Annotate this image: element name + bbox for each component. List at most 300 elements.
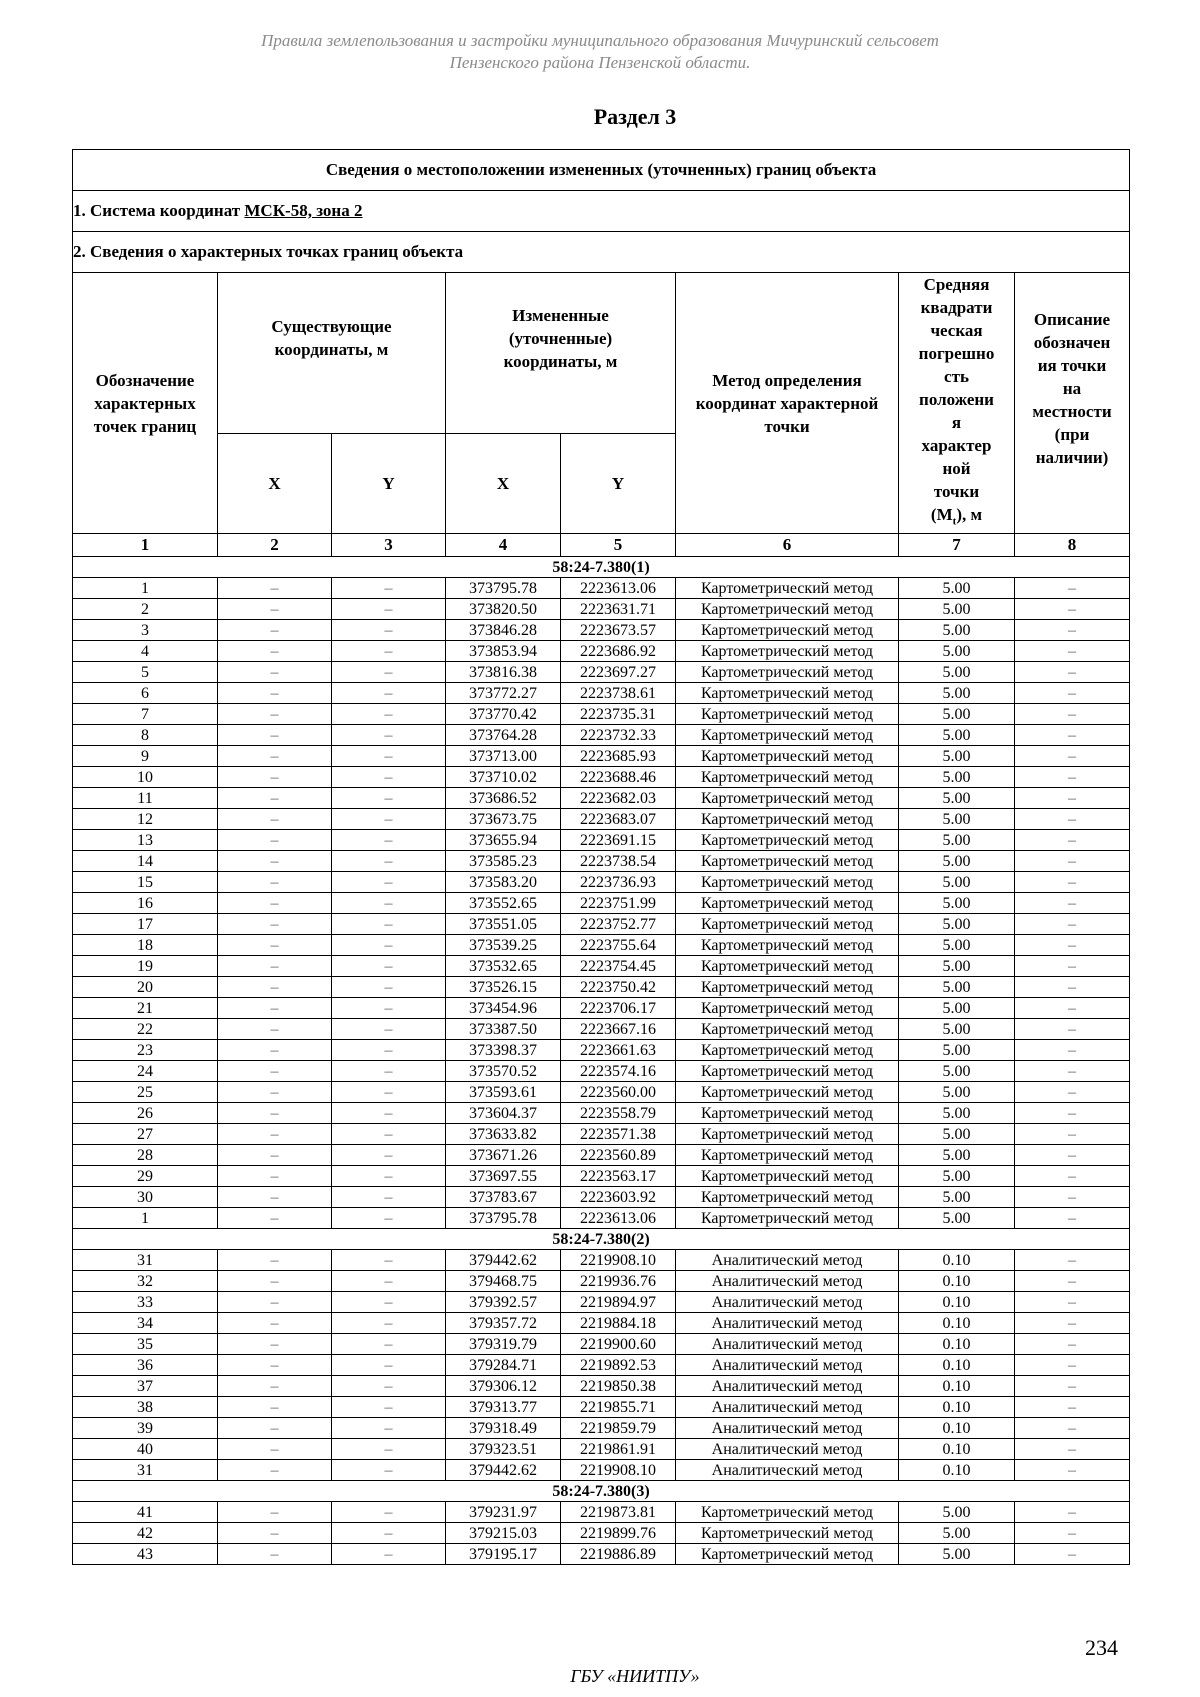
- error-cell: 5.00: [899, 977, 1015, 998]
- existing-y-cell: –: [332, 662, 446, 683]
- existing-y-cell: –: [332, 1145, 446, 1166]
- description-cell: –: [1015, 1145, 1130, 1166]
- error-cell: 5.00: [899, 872, 1015, 893]
- point-number-cell: 17: [73, 914, 218, 935]
- existing-x-cell: –: [218, 893, 332, 914]
- method-cell: Картометрический метод: [676, 872, 899, 893]
- section-title: Раздел 3: [593, 104, 677, 129]
- method-cell: Картометрический метод: [676, 1166, 899, 1187]
- method-cell: Картометрический метод: [676, 956, 899, 977]
- col-changed-coords-header: Измененные (уточненные) координаты, м: [446, 273, 676, 434]
- point-number-cell: 43: [73, 1544, 218, 1565]
- existing-y-cell: –: [332, 1460, 446, 1481]
- error-cell: 5.00: [899, 704, 1015, 725]
- existing-y-cell: –: [332, 1439, 446, 1460]
- point-number-cell: 9: [73, 746, 218, 767]
- description-cell: –: [1015, 1040, 1130, 1061]
- changed-y-cell: 2219894.97: [561, 1292, 676, 1313]
- method-cell: Картометрический метод: [676, 998, 899, 1019]
- description-cell: –: [1015, 1523, 1130, 1544]
- header-text-line: наличии): [1035, 447, 1109, 467]
- error-cell: 5.00: [899, 830, 1015, 851]
- changed-y-cell: 2223673.57: [561, 620, 676, 641]
- existing-y-cell: –: [332, 1166, 446, 1187]
- changed-x-cell: 379215.03: [446, 1523, 561, 1544]
- document-footer: ГБУ «НИИТПУ»: [570, 1666, 700, 1686]
- header-text-line: я: [951, 413, 962, 432]
- changed-y-cell: 2219892.53: [561, 1355, 676, 1376]
- changed-y-cell: 2223603.92: [561, 1187, 676, 1208]
- existing-y-cell: –: [332, 809, 446, 830]
- point-number-cell: 15: [73, 872, 218, 893]
- table-row: [73, 977, 1130, 998]
- changed-x-cell: 373532.65: [446, 956, 561, 977]
- table-row: [73, 914, 1130, 935]
- existing-y-cell: –: [332, 683, 446, 704]
- table-row: [73, 935, 1130, 956]
- error-cell: 0.10: [899, 1355, 1015, 1376]
- error-cell: 5.00: [899, 683, 1015, 704]
- table-row: [73, 1208, 1130, 1229]
- description-cell: –: [1015, 1292, 1130, 1313]
- changed-y-cell: 2223558.79: [561, 1103, 676, 1124]
- col-existing-y-header: Y: [332, 434, 446, 534]
- point-number-cell: 23: [73, 1040, 218, 1061]
- existing-y-cell: –: [332, 1124, 446, 1145]
- existing-y-cell: –: [332, 1544, 446, 1565]
- changed-y-cell: 2223736.93: [561, 872, 676, 893]
- method-cell: Картометрический метод: [676, 746, 899, 767]
- table-row: [73, 788, 1130, 809]
- method-cell: Картометрический метод: [676, 683, 899, 704]
- method-cell: Картометрический метод: [676, 620, 899, 641]
- existing-y-cell: –: [332, 851, 446, 872]
- error-cell: 0.10: [899, 1334, 1015, 1355]
- point-number-cell: 7: [73, 704, 218, 725]
- point-number-cell: 8: [73, 725, 218, 746]
- changed-x-cell: 373795.78: [446, 1208, 561, 1229]
- table-row: [73, 1145, 1130, 1166]
- point-number-cell: 5: [73, 662, 218, 683]
- table-row: [73, 1271, 1130, 1292]
- existing-y-cell: –: [332, 1250, 446, 1271]
- existing-y-cell: –: [332, 1355, 446, 1376]
- header-text-line: ческая: [930, 321, 983, 340]
- table-row: [73, 1544, 1130, 1565]
- error-cell: 5.00: [899, 956, 1015, 977]
- page-number: 234: [1085, 1635, 1118, 1660]
- method-cell: Аналитический метод: [676, 1250, 899, 1271]
- method-cell: Аналитический метод: [676, 1271, 899, 1292]
- point-number-cell: 6: [73, 683, 218, 704]
- description-cell: –: [1015, 683, 1130, 704]
- description-cell: –: [1015, 1544, 1130, 1565]
- description-cell: –: [1015, 1103, 1130, 1124]
- existing-x-cell: –: [218, 1313, 332, 1334]
- description-cell: –: [1015, 767, 1130, 788]
- table-row: [73, 830, 1130, 851]
- existing-y-cell: –: [332, 998, 446, 1019]
- points-table-body: [73, 557, 1130, 1565]
- description-cell: –: [1015, 914, 1130, 935]
- col-existing-x-header: X: [218, 434, 332, 534]
- existing-y-cell: –: [332, 1082, 446, 1103]
- description-cell: –: [1015, 1124, 1130, 1145]
- error-cell: 5.00: [899, 746, 1015, 767]
- error-cell: 5.00: [899, 620, 1015, 641]
- description-cell: –: [1015, 1061, 1130, 1082]
- error-cell: 5.00: [899, 851, 1015, 872]
- description-cell: –: [1015, 893, 1130, 914]
- point-number-cell: 11: [73, 788, 218, 809]
- changed-x-cell: 373846.28: [446, 620, 561, 641]
- table-row: [73, 1376, 1130, 1397]
- method-cell: Картометрический метод: [676, 1523, 899, 1544]
- existing-x-cell: –: [218, 809, 332, 830]
- error-cell: 0.10: [899, 1439, 1015, 1460]
- point-number-cell: 3: [73, 620, 218, 641]
- description-cell: –: [1015, 1082, 1130, 1103]
- changed-y-cell: 2219900.60: [561, 1334, 676, 1355]
- existing-x-cell: –: [218, 683, 332, 704]
- existing-y-cell: –: [332, 1376, 446, 1397]
- point-number-cell: 42: [73, 1523, 218, 1544]
- point-number-cell: 12: [73, 809, 218, 830]
- changed-x-cell: 373604.37: [446, 1103, 561, 1124]
- error-cell: 0.10: [899, 1313, 1015, 1334]
- changed-y-cell: 2223563.17: [561, 1166, 676, 1187]
- changed-x-cell: 373853.94: [446, 641, 561, 662]
- header-text-line: квадрати: [920, 298, 993, 317]
- table-row: [73, 662, 1130, 683]
- existing-x-cell: –: [218, 1124, 332, 1145]
- description-cell: –: [1015, 830, 1130, 851]
- changed-x-cell: 373671.26: [446, 1145, 561, 1166]
- table-row: [73, 1334, 1130, 1355]
- header-text-line: обозначен: [1033, 332, 1111, 352]
- existing-x-cell: –: [218, 1208, 332, 1229]
- existing-y-cell: –: [332, 893, 446, 914]
- method-cell: Картометрический метод: [676, 935, 899, 956]
- error-cell: 5.00: [899, 1124, 1015, 1145]
- column-number: 8: [1015, 534, 1130, 557]
- changed-x-cell: 379318.49: [446, 1418, 561, 1439]
- col-changed-y-header: Y: [561, 434, 676, 534]
- existing-y-cell: –: [332, 935, 446, 956]
- point-number-cell: 31: [73, 1460, 218, 1481]
- error-cell: 5.00: [899, 998, 1015, 1019]
- existing-x-cell: –: [218, 1334, 332, 1355]
- header-text-line: на: [1062, 378, 1082, 398]
- changed-y-cell: 2223631.71: [561, 599, 676, 620]
- existing-x-cell: –: [218, 1103, 332, 1124]
- parcel-group-row: [73, 557, 1130, 578]
- existing-x-cell: –: [218, 830, 332, 851]
- error-cell: 5.00: [899, 1544, 1015, 1565]
- table-row: [73, 1355, 1130, 1376]
- changed-y-cell: 2223738.61: [561, 683, 676, 704]
- existing-x-cell: –: [218, 1292, 332, 1313]
- point-number-cell: 26: [73, 1103, 218, 1124]
- point-number-cell: 40: [73, 1439, 218, 1460]
- header-text-line: Средняя: [923, 275, 990, 294]
- changed-y-cell: 2223661.63: [561, 1040, 676, 1061]
- col-changed-x-header: X: [446, 434, 561, 534]
- changed-y-cell: 2223613.06: [561, 578, 676, 599]
- existing-x-cell: –: [218, 1376, 332, 1397]
- table-row: [73, 641, 1130, 662]
- existing-x-cell: –: [218, 872, 332, 893]
- existing-y-cell: –: [332, 725, 446, 746]
- changed-x-cell: 373713.00: [446, 746, 561, 767]
- changed-y-cell: 2219850.38: [561, 1376, 676, 1397]
- running-header-line-2: Пензенского района Пензенской области.: [449, 53, 751, 72]
- existing-y-cell: –: [332, 1040, 446, 1061]
- existing-x-cell: –: [218, 662, 332, 683]
- existing-x-cell: –: [218, 788, 332, 809]
- existing-x-cell: –: [218, 1250, 332, 1271]
- changed-x-cell: 373673.75: [446, 809, 561, 830]
- existing-x-cell: –: [218, 578, 332, 599]
- point-number-cell: 13: [73, 830, 218, 851]
- changed-x-cell: 373633.82: [446, 1124, 561, 1145]
- method-cell: Картометрический метод: [676, 1103, 899, 1124]
- header-text-line: положени: [919, 390, 994, 409]
- table-row: [73, 1418, 1130, 1439]
- error-cell: 5.00: [899, 767, 1015, 788]
- changed-x-cell: 379468.75: [446, 1271, 561, 1292]
- changed-y-cell: 2223686.92: [561, 641, 676, 662]
- changed-y-cell: 2219873.81: [561, 1502, 676, 1523]
- parcel-group-label: 58:24-7.380(3): [73, 1481, 1130, 1502]
- header-text-line: ной: [942, 459, 971, 478]
- changed-y-cell: 2219908.10: [561, 1250, 676, 1271]
- col-existing-coords-header: Существующие координаты, м: [218, 273, 446, 434]
- method-cell: Картометрический метод: [676, 1187, 899, 1208]
- description-cell: –: [1015, 725, 1130, 746]
- existing-y-cell: –: [332, 704, 446, 725]
- existing-y-cell: –: [332, 767, 446, 788]
- header-text-line: Описание: [1033, 309, 1111, 329]
- description-cell: –: [1015, 1439, 1130, 1460]
- description-cell: –: [1015, 788, 1130, 809]
- existing-x-cell: –: [218, 599, 332, 620]
- method-cell: Картометрический метод: [676, 704, 899, 725]
- table-row: [73, 1439, 1130, 1460]
- existing-x-cell: –: [218, 704, 332, 725]
- changed-y-cell: 2223685.93: [561, 746, 676, 767]
- changed-y-cell: 2223735.31: [561, 704, 676, 725]
- changed-y-cell: 2223613.06: [561, 1208, 676, 1229]
- description-cell: –: [1015, 935, 1130, 956]
- existing-x-cell: –: [218, 935, 332, 956]
- error-cell: 0.10: [899, 1460, 1015, 1481]
- changed-y-cell: 2219886.89: [561, 1544, 676, 1565]
- table-row: [73, 851, 1130, 872]
- existing-x-cell: –: [218, 1019, 332, 1040]
- description-cell: –: [1015, 1208, 1130, 1229]
- changed-x-cell: 373686.52: [446, 788, 561, 809]
- table-row: [73, 956, 1130, 977]
- error-cell: 5.00: [899, 1208, 1015, 1229]
- error-cell: 5.00: [899, 1082, 1015, 1103]
- error-cell: 5.00: [899, 893, 1015, 914]
- header-text-line: характер: [921, 436, 992, 455]
- changed-y-cell: 2219855.71: [561, 1397, 676, 1418]
- changed-x-cell: 379195.17: [446, 1544, 561, 1565]
- method-cell: Картометрический метод: [676, 1061, 899, 1082]
- table-row: [73, 704, 1130, 725]
- method-cell: Картометрический метод: [676, 809, 899, 830]
- description-cell: –: [1015, 1397, 1130, 1418]
- changed-x-cell: 373570.52: [446, 1061, 561, 1082]
- existing-x-cell: –: [218, 914, 332, 935]
- method-cell: Картометрический метод: [676, 914, 899, 935]
- method-cell: Аналитический метод: [676, 1439, 899, 1460]
- table-row: [73, 578, 1130, 599]
- table-row: [73, 1082, 1130, 1103]
- table-row: [73, 620, 1130, 641]
- description-cell: –: [1015, 1418, 1130, 1439]
- col-error-header-text: [899, 273, 1014, 503]
- method-cell: Аналитический метод: [676, 1460, 899, 1481]
- method-cell: Картометрический метод: [676, 977, 899, 998]
- point-number-cell: 31: [73, 1250, 218, 1271]
- changed-x-cell: 373816.38: [446, 662, 561, 683]
- col-designation-header: Обозначение характерных точек границ: [73, 273, 218, 534]
- header-text-line: погрешно: [918, 344, 995, 363]
- existing-y-cell: –: [332, 1523, 446, 1544]
- existing-x-cell: –: [218, 1082, 332, 1103]
- error-cell: 5.00: [899, 578, 1015, 599]
- existing-x-cell: –: [218, 1187, 332, 1208]
- error-cell: 0.10: [899, 1418, 1015, 1439]
- existing-y-cell: –: [332, 1292, 446, 1313]
- changed-x-cell: 373585.23: [446, 851, 561, 872]
- existing-y-cell: –: [332, 830, 446, 851]
- col-error-header-last: $(M_t)$, м: [930, 505, 983, 528]
- col-error-header: [899, 273, 1015, 534]
- point-number-cell: 41: [73, 1502, 218, 1523]
- boundary-points-table: [72, 149, 1130, 1565]
- method-cell: Картометрический метод: [676, 578, 899, 599]
- existing-y-cell: –: [332, 1334, 446, 1355]
- description-cell: –: [1015, 851, 1130, 872]
- changed-y-cell: 2223560.89: [561, 1145, 676, 1166]
- error-cell: 5.00: [899, 1145, 1015, 1166]
- existing-x-cell: –: [218, 1040, 332, 1061]
- method-cell: Картометрический метод: [676, 1502, 899, 1523]
- method-cell: Картометрический метод: [676, 830, 899, 851]
- table-row: [73, 1124, 1130, 1145]
- method-cell: Аналитический метод: [676, 1292, 899, 1313]
- table-row: [73, 1040, 1130, 1061]
- point-number-cell: 4: [73, 641, 218, 662]
- point-number-cell: 33: [73, 1292, 218, 1313]
- column-number: 1: [73, 534, 218, 557]
- existing-x-cell: –: [218, 1145, 332, 1166]
- point-number-cell: 28: [73, 1145, 218, 1166]
- existing-x-cell: –: [218, 1418, 332, 1439]
- existing-y-cell: –: [332, 1019, 446, 1040]
- changed-x-cell: 373655.94: [446, 830, 561, 851]
- table-row: [73, 1019, 1130, 1040]
- error-cell: 5.00: [899, 788, 1015, 809]
- error-cell: 5.00: [899, 1166, 1015, 1187]
- header-text-line: ия точки: [1037, 355, 1107, 375]
- coord-system-row: [73, 191, 1130, 232]
- changed-x-cell: 373697.55: [446, 1166, 561, 1187]
- changed-x-cell: 379392.57: [446, 1292, 561, 1313]
- existing-x-cell: –: [218, 767, 332, 788]
- point-number-cell: 25: [73, 1082, 218, 1103]
- point-number-cell: 1: [73, 578, 218, 599]
- existing-x-cell: –: [218, 1355, 332, 1376]
- existing-y-cell: –: [332, 599, 446, 620]
- error-cell: 5.00: [899, 1061, 1015, 1082]
- existing-y-cell: –: [332, 1271, 446, 1292]
- table-row: [73, 1187, 1130, 1208]
- method-cell: Картометрический метод: [676, 1124, 899, 1145]
- point-number-cell: 29: [73, 1166, 218, 1187]
- existing-x-cell: –: [218, 1166, 332, 1187]
- column-number: 7: [899, 534, 1015, 557]
- existing-x-cell: –: [218, 1271, 332, 1292]
- method-cell: Картометрический метод: [676, 893, 899, 914]
- existing-y-cell: –: [332, 956, 446, 977]
- parcel-group-label: 58:24-7.380(1): [73, 557, 1130, 578]
- description-cell: –: [1015, 872, 1130, 893]
- column-number: 6: [676, 534, 899, 557]
- changed-y-cell: 2223751.99: [561, 893, 676, 914]
- description-cell: –: [1015, 956, 1130, 977]
- description-cell: –: [1015, 599, 1130, 620]
- error-cell: 5.00: [899, 935, 1015, 956]
- point-number-cell: 38: [73, 1397, 218, 1418]
- changed-y-cell: 2223691.15: [561, 830, 676, 851]
- changed-x-cell: 373387.50: [446, 1019, 561, 1040]
- table-row: [73, 1502, 1130, 1523]
- description-cell: –: [1015, 746, 1130, 767]
- error-cell: 5.00: [899, 662, 1015, 683]
- col-method-header: Метод определения координат характерной точки: [676, 273, 899, 534]
- column-number: 2: [218, 534, 332, 557]
- method-cell: Картометрический метод: [676, 1145, 899, 1166]
- point-number-cell: 10: [73, 767, 218, 788]
- table-row: [73, 809, 1130, 830]
- changed-y-cell: 2223754.45: [561, 956, 676, 977]
- document-running-header: [150, 30, 1050, 74]
- existing-x-cell: –: [218, 641, 332, 662]
- description-cell: –: [1015, 998, 1130, 1019]
- description-cell: –: [1015, 1334, 1130, 1355]
- existing-y-cell: –: [332, 872, 446, 893]
- table-row: [73, 1061, 1130, 1082]
- changed-y-cell: 2223752.77: [561, 914, 676, 935]
- error-cell: 5.00: [899, 1019, 1015, 1040]
- point-number-cell: 22: [73, 1019, 218, 1040]
- changed-x-cell: 373795.78: [446, 578, 561, 599]
- changed-x-cell: 379319.79: [446, 1334, 561, 1355]
- table-row: [73, 872, 1130, 893]
- method-cell: Картометрический метод: [676, 599, 899, 620]
- changed-x-cell: 373820.50: [446, 599, 561, 620]
- error-cell: 5.00: [899, 1103, 1015, 1124]
- existing-y-cell: –: [332, 1103, 446, 1124]
- method-cell: Картометрический метод: [676, 767, 899, 788]
- parcel-group-row: [73, 1229, 1130, 1250]
- point-number-cell: 16: [73, 893, 218, 914]
